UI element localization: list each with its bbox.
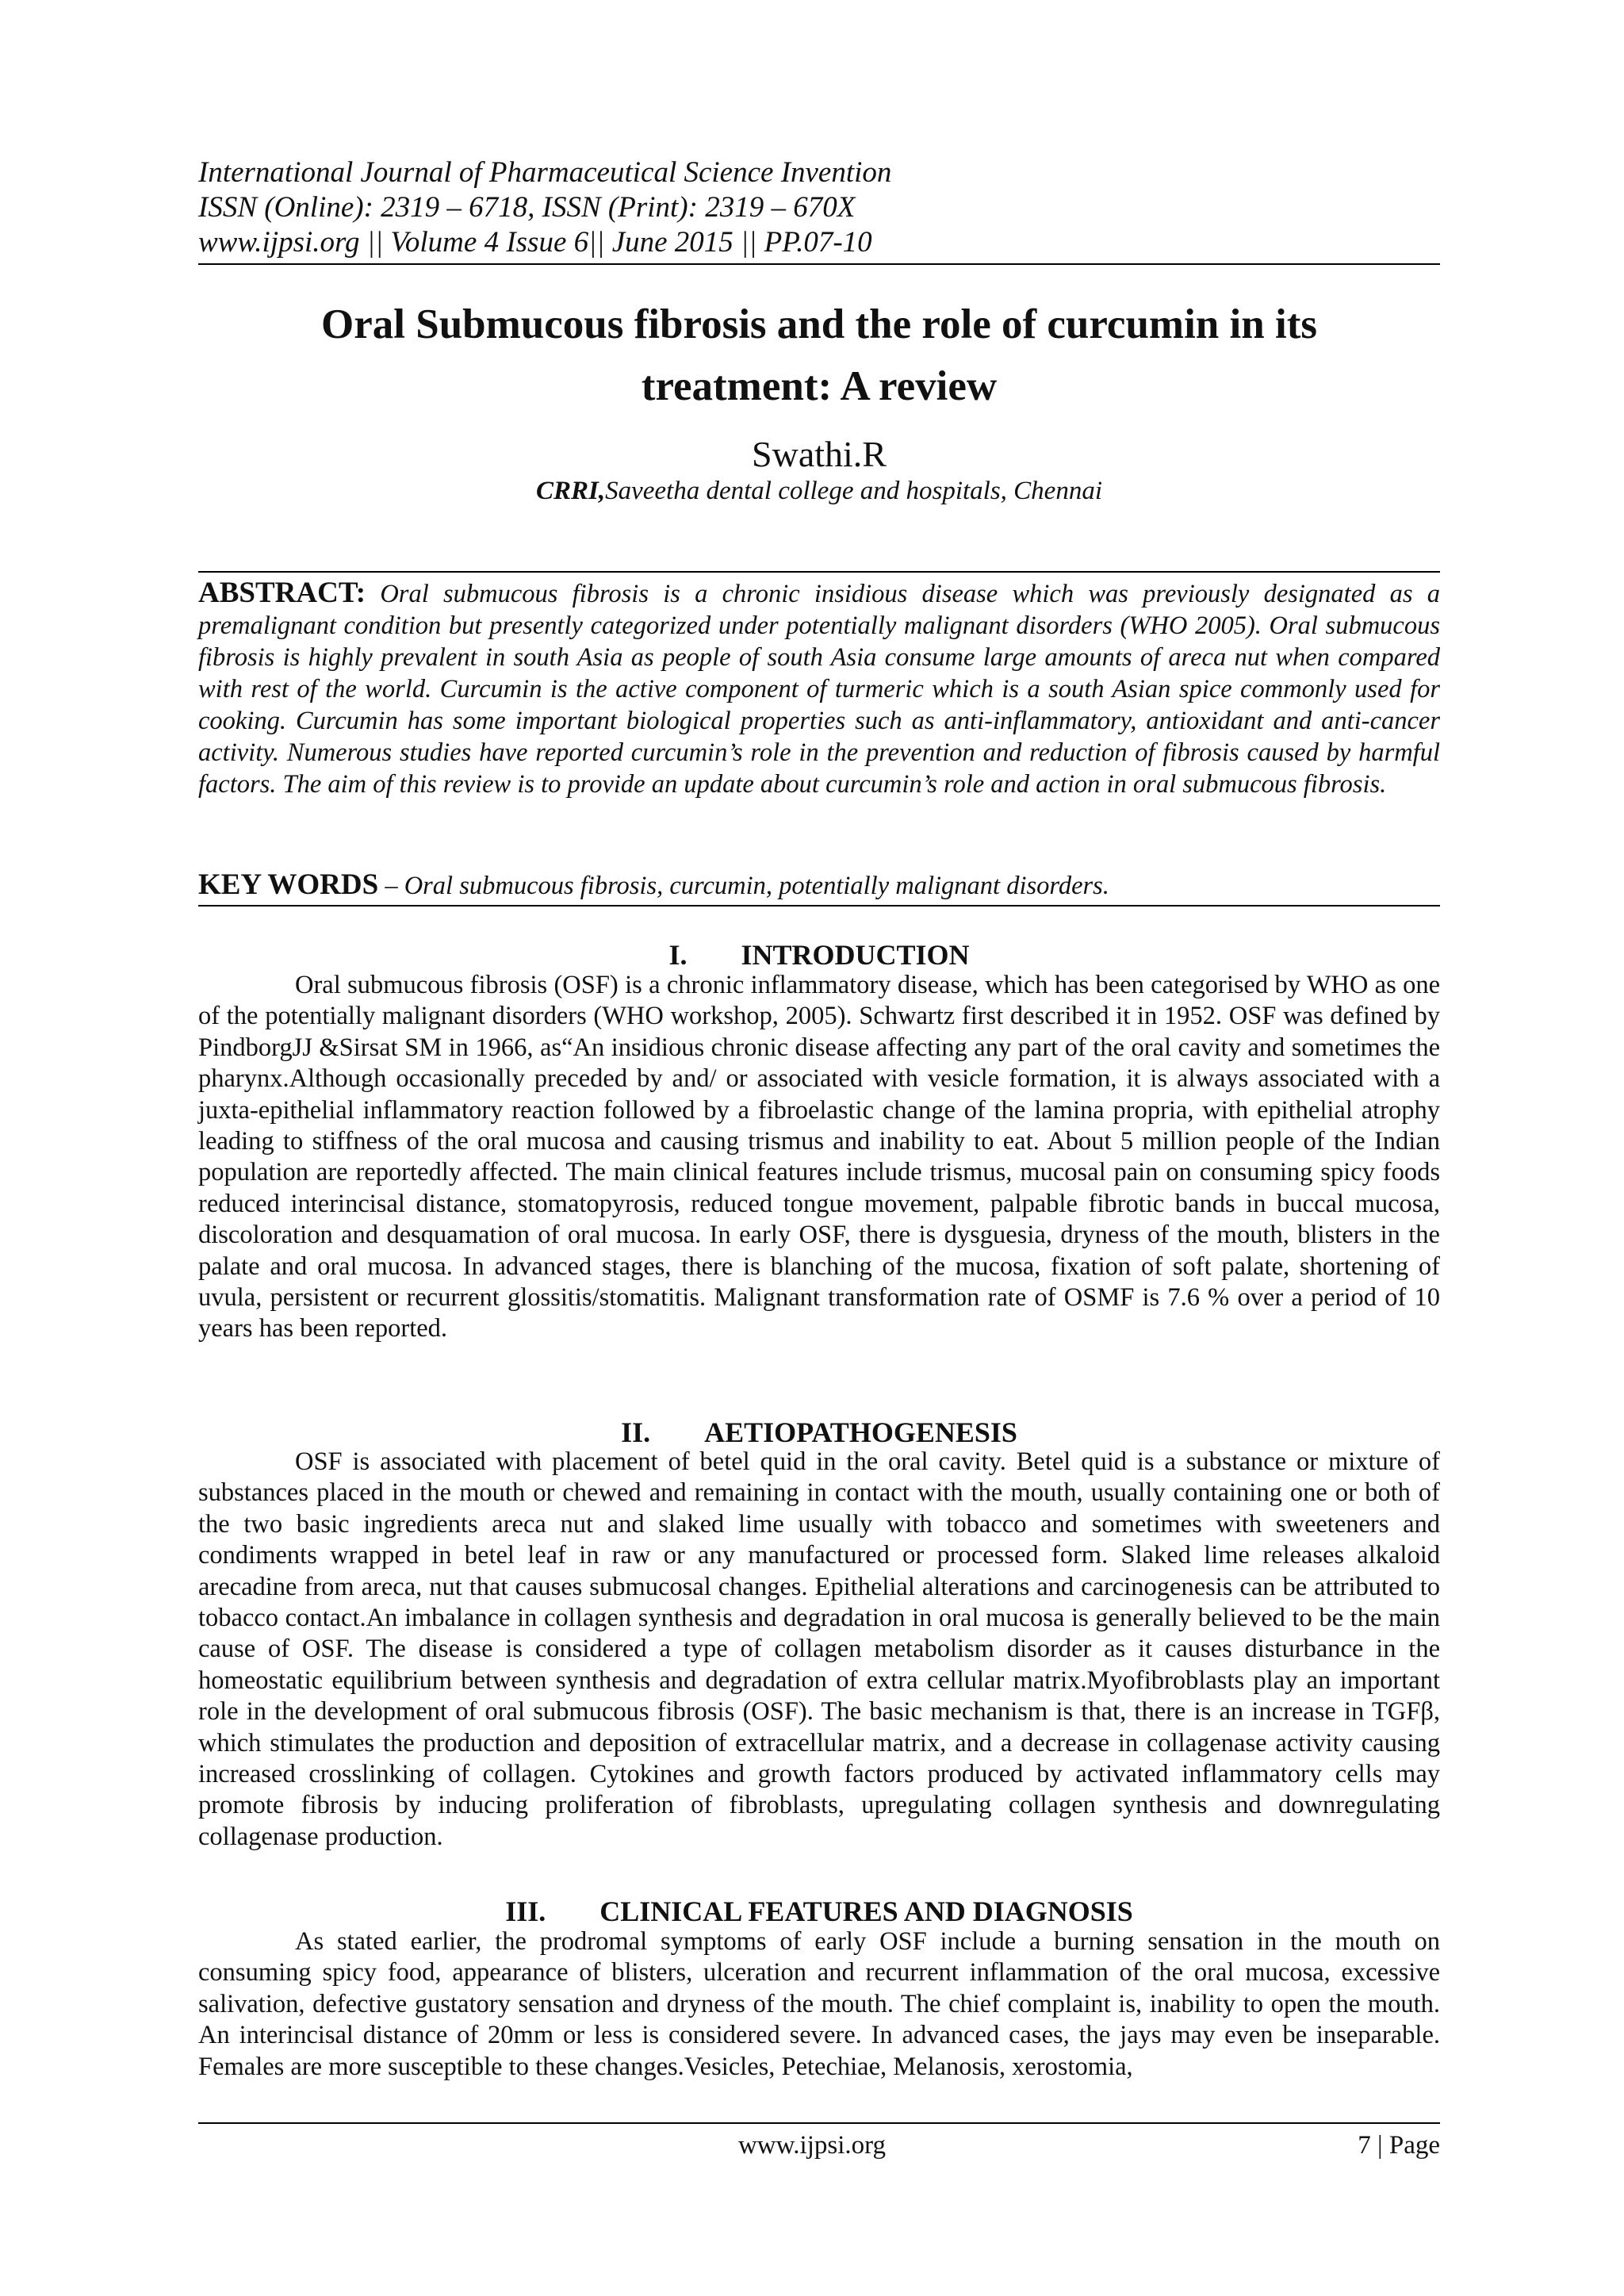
footer-divider — [198, 2122, 1440, 2124]
title-line-2: treatment: A review — [641, 363, 998, 409]
journal-name: International Journal of Pharmaceutical Science Invention — [198, 156, 892, 189]
footer-page-number: 7 | Page — [1358, 2131, 1440, 2160]
section-title: AETIOPATHOGENESIS — [704, 1416, 1017, 1448]
abstract-block — [198, 577, 1440, 800]
journal-header — [198, 155, 1440, 260]
section-title: INTRODUCTION — [741, 939, 970, 971]
abstract-text: Oral submucous fibrosis is a chronic insidious disease which was previously designated as a premalignant condition but presently categorized under potentially malignant disorders (WHO 2005). Oral submucous fibrosis is highly prevalent in south Asia as people of south Asia consume large amounts of areca nut when compared with rest of the world. Curcumin is the active component of turmeric which is a south Asian spice commonly used for cooking. Curcumin has some important biological properties such as anti-inflammatory, antioxidant and anti-cancer activity. Numerous studies have reported curcumin’s role in the prevention and reduction of fibrosis caused by harmful factors. The aim of this review is to provide an update about curcumin’s role and action in oral submucous fibrosis. — [198, 580, 1441, 799]
header-divider — [198, 263, 1440, 265]
section-title: CLINICAL FEATURES AND DIAGNOSIS — [599, 1895, 1133, 1927]
section-number: I. — [668, 939, 688, 971]
section-heading-aetiopathogenesis — [198, 1415, 1440, 1450]
author-name: Swathi.R — [752, 434, 887, 474]
keywords-label: KEY WORDS — [198, 868, 379, 901]
section-body-clinical-features: As stated earlier, the prodromal symptoms of early OSF include a burning sensation in the mouth on consuming spicy food, appearance of blisters, ulceration and recurrent inflammation of the oral mucosa, excessive salivation, defective gustatory sensation and dryness of the mouth. The chief complaint is, inability to open the mouth. An interincisal distance of 20mm or less is considered severe. In advanced cases, the jays may even be inseparable. Females are more susceptible to these changes.Vesicles, Petechiae, Melanosis, xerostomia, — [198, 1927, 1440, 2081]
journal-issn: ISSN (Online): 2319 – 6718, ISSN (Print): 2319 – 670X — [198, 191, 856, 224]
section-body-aetiopathogenesis: OSF is associated with placement of betel quid in the oral cavity. Betel quid is a substance or mixture of substances placed in the mouth or chewed and remaining in contact with the mouth, usually containing one or both of the two basic ingredients areca nut and slaked lime usually with tobacco and sometimes with sweeteners and condiments wrapped in betel leaf in raw or any manufactured or processed form. Slaked lime releases alkaloid arecadine from areca, nut that causes submucosal changes. Epithelial alterations and carcinogenesis can be attributed to tobacco contact.An imbalance in collagen synthesis and degradation in oral mucosa is generally believed to be the main cause of OSF. The disease is considered a type of collagen metabolism disorder as it causes disturbance in the homeostatic equilibrium between synthesis and degradation of extra cellular matrix.Myofibroblasts play an important role in the development of oral submucous fibrosis (OSF). The basic mechanism is that, there is an increase in TGFβ, which stimulates the production and deposition of extracellular matrix, and a decrease in collagenase activity causing increased crosslinking of collagen. Cytokines and growth factors produced by activated inflammatory cells may promote fibrosis by inducing proliferation of fibroblasts, upregulating collagen synthesis and downregulating collagenase production. — [198, 1447, 1440, 1851]
footer-url: www.ijpsi.org — [737, 2131, 887, 2160]
affiliation-org: CRRI, — [535, 477, 606, 505]
paper-title — [198, 293, 1440, 417]
keywords-text: Oral submucous fibrosis, curcumin, potentially malignant disorders. — [404, 872, 1109, 900]
section-number: III. — [505, 1895, 546, 1927]
keywords-block — [198, 869, 1440, 902]
section-number: II. — [621, 1416, 651, 1448]
title-line-1: Oral Submucous fibrosis and the role of curcumin in its — [321, 301, 1317, 347]
abstract-bottom-divider — [198, 905, 1440, 907]
section-heading-clinical-features — [198, 1894, 1440, 1929]
abstract-top-divider — [198, 571, 1440, 573]
affiliation-detail: Saveetha dental college and hospitals, Chennai — [605, 477, 1102, 505]
author-affiliation — [198, 473, 1440, 508]
journal-volume: www.ijpsi.org || Volume 4 Issue 6|| June 2015 || PP.07-10 — [198, 226, 872, 259]
keywords-dash: – — [378, 872, 404, 900]
section-heading-introduction — [198, 937, 1440, 972]
abstract-label: ABSTRACT: — [198, 577, 366, 609]
section-body-introduction: Oral submucous fibrosis (OSF) is a chronic inflammatory disease, which has been categorised by WHO as one of the potentially malignant disorders (WHO workshop, 2005). Schwartz first described it in 1952. OSF was defined by PindborgJJ &Sirsat SM in 1966, as“An insidious chronic disease affecting any part of the oral cavity and sometimes the pharynx.Although occasionally preceded by and/ or associated with vesicle formation, it is always associated with a juxta-epithelial inflammatory reaction followed by a fibroelastic change of the lamina propria, with epithelial atrophy leading to stiffness of the oral mucosa and causing trismus and inability to eat. About 5 million people of the Indian population are reportedly affected. The main clinical features include trismus, mucosal pain on consuming spicy foods reduced interincisal distance, stomatopyrosis, reduced tongue movement, palpable fibrotic bands in buccal mucosa, discoloration and desquamation of oral mucosa. In early OSF, there is dysguesia, dryness of the mouth, blisters in the palate and oral mucosa. In advanced stages, there is blanching of the mucosa, fixation of soft palate, shortening of uvula, persistent or recurrent glossitis/stomatitis. Malignant transformation rate of OSMF is 7.6 % over a period of 10 years has been reported. — [198, 971, 1440, 1343]
